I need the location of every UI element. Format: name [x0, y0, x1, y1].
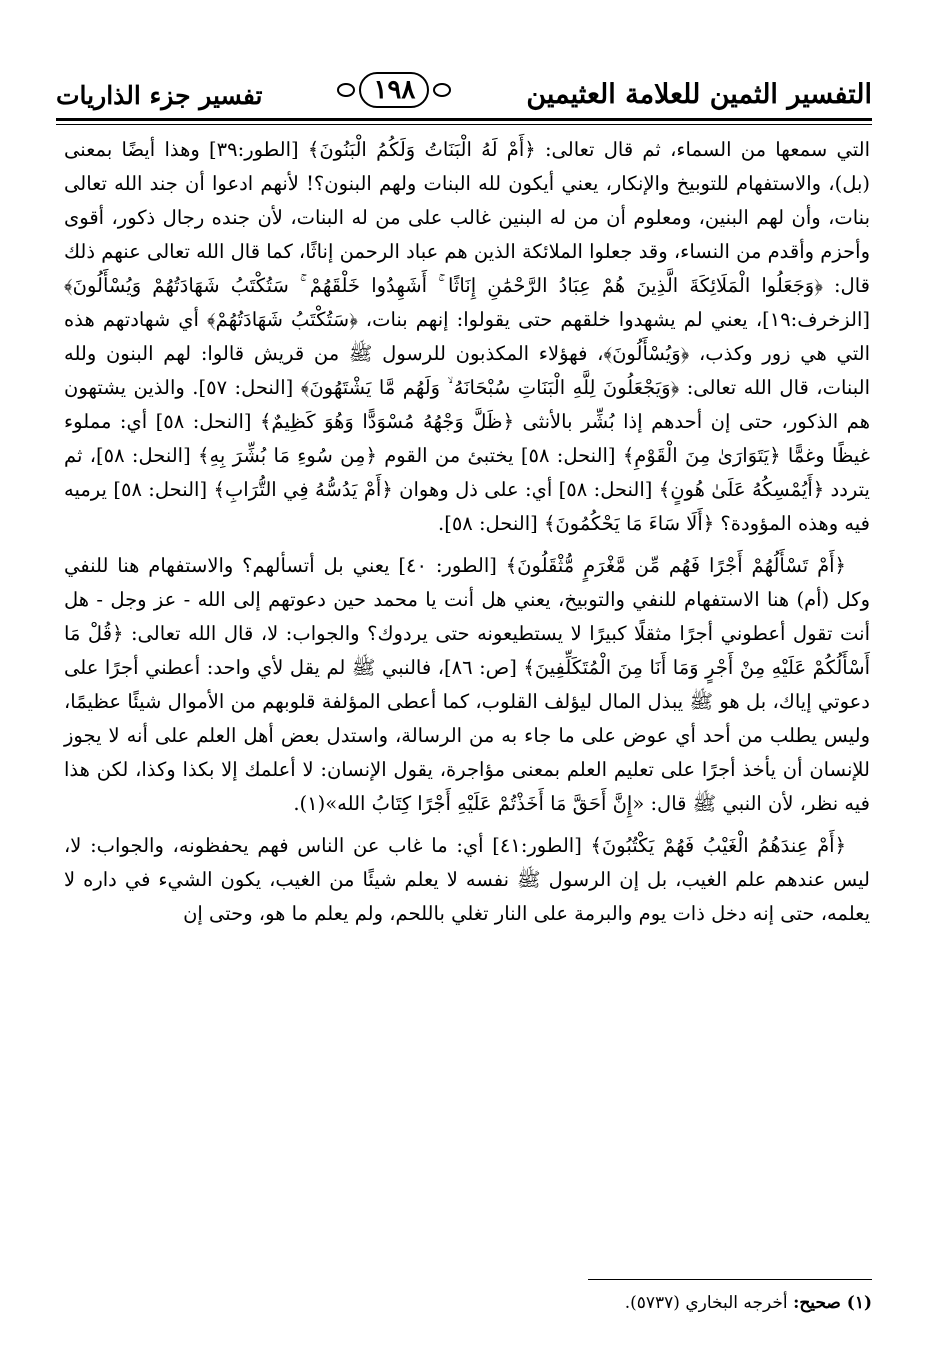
header-rule-thin: [56, 124, 872, 125]
page-number: ١٩٨: [359, 72, 429, 108]
footnote-divider: [588, 1279, 872, 1280]
book-title: التفسير الثمين للعلامة العثيمين: [526, 79, 872, 110]
footnote: [272, 1288, 872, 1318]
paragraph-3: ﴿أَمْ عِندَهُمُ الْغَيْبُ فَهُمْ يَكْتُبُونَ﴾ [الطور:٤١] أي: ما غاب عن الناس فهم يحفظونه، والجواب: لا، ليس عندهم علم الغيب، بل إن الرسول ﷺ نفسه لا يعلم شيئًا من الغيب، يكون الشيء في داره لا يعلمه، حتى إنه دخل ذات يوم والبرمة على النار تغلي باللحم، ولم يعلم ما هو، وحتى إن: [64, 834, 870, 925]
page-number-ornament: [337, 72, 451, 116]
body-text: [64, 133, 870, 931]
paragraph-1: التي سمعها من السماء، ثم قال تعالى: ﴿أَمْ لَهُ الْبَنَاتُ وَلَكُمُ الْبَنُونَ﴾ [الطور:٣٩] وهذا أيضًا بمعنى (بل)، والاستفهام للتوبيخ والإنكار، يعني أيكون لله البنات ولهم البنون؟! لأنهم ادعوا أن جند الله تعالى بنات، وأن لهم البنين، ومعلوم أن من له البنين غالب على من له البنات، لأن جنده رجال ذكور، أقوى وأحزم وأقدم من النساء، وقد جعلوا الملائكة الذين هم عباد الرحمن إناثًا، كما قال الله تعالى عنهم ذلك قال: ﴿وَجَعَلُوا الْمَلَائِكَةَ الَّذِينَ هُمْ عِبَادُ الرَّحْمَٰنِ إِنَاثًا ۚ أَشَهِدُوا خَلْقَهُمْ ۚ سَتُكْتَبُ شَهَادَتُهُمْ وَيُسْأَلُونَ﴾ [الزخرف:١٩]، يعني لم يشهدوا خلقهم حتى يقولوا: إنهم بنات، ﴿سَتُكْتَبُ شَهَادَتُهُمْ﴾ أي شهادتهم هذه التي هي زور وكذب، ﴿وَيُسْأَلُونَ﴾، فهؤلاء المكذبون للرسول ﷺ من قريش قالوا: لهم البنون ولله البنات، قال الله تعالى: ﴿وَيَجْعَلُونَ لِلَّهِ الْبَنَاتِ سُبْحَانَهُ ۙ وَلَهُم مَّا يَشْتَهُونَ﴾ [النحل: ٥٧]. والذين يشتهون هم الذكور، حتى إن أحدهم إذا بُشِّر بالأنثى ﴿ظَلَّ وَجْهُهُ مُسْوَدًّا وَهُوَ كَظِيمٌ﴾ [النحل: ٥٨] أي: مملوء غيظًا وغمًّا ﴿يَتَوَارَىٰ مِنَ الْقَوْمِ﴾ [النحل: ٥٨] يختبئ من القوم ﴿مِن سُوءِ مَا بُشِّرَ بِهِ﴾ [النحل: ٥٨]، ثم يتردد ﴿أَيُمْسِكُهُ عَلَىٰ هُونٍ﴾ [النحل: ٥٨] أي: على ذل وهوان ﴿أَمْ يَدُسُّهُ فِي التُّرَابِ﴾ [النحل: ٥٨] يرميه فيه وهذه المؤودة؟ ﴿أَلَا سَاءَ مَا يَحْكُمُونَ﴾ [النحل: ٥٨].: [64, 138, 871, 535]
header-rule-thick: [56, 118, 872, 121]
section-title: تفسير جزء الذاريات: [56, 81, 263, 110]
paragraph-2: ﴿أَمْ تَسْأَلُهُمْ أَجْرًا فَهُم مِّن مَّغْرَمٍ مُّثْقَلُونَ﴾ [الطور: ٤٠] يعني بل أتسألهم؟ والاستفهام هنا للنفي وكل (أم) هنا الاستفهام للنفي والتوبيخ، يعني هل أنت يا محمد حين دعوتهم إلى الله - عز وجل - هل أنت تقول أعطوني أجرًا مثقلًا كبيرًا لا يستطيعونه حتى يردوك؟ والجواب: لا، قال الله تعالى: ﴿قُلْ مَا أَسْأَلُكُمْ عَلَيْهِ مِنْ أَجْرٍ وَمَا أَنَا مِنَ الْمُتَكَلِّفِينَ﴾ [ص: ٨٦]، فالنبي ﷺ لم يقل لأي واحد: أعطني أجرًا على دعوتي إياك، بل هو ﷺ يبذل المال ليؤلف القلوب، كما أعطى المؤلفة قلوبهم من الأموال شيئًا عظيمًا، وليس يطلب من أحد أي عوض على ما جاء به من الرسالة، واستدل بعض أهل العلم على أنه لا يجوز للإنسان أن يأخذ أجرًا على تعليم العلم بمعنى مؤاجرة، يقول الإنسان: لا أعلمك إلا بكذا وكذا، لكن هذا فيه نظر، لأن النبي ﷺ قال: «إِنَّ أَحَقَّ مَا أَخَذْتُمْ عَلَيْهِ أَجْرًا كِتَابُ الله»(١).: [64, 554, 870, 815]
ornament-icon: [337, 83, 355, 97]
footnote-label: (١) صحيح:: [793, 1293, 872, 1313]
page-header: [56, 58, 872, 116]
footnote-text: أخرجه البخاري (٥٧٣٧).: [624, 1293, 794, 1313]
ornament-icon: [433, 83, 451, 97]
